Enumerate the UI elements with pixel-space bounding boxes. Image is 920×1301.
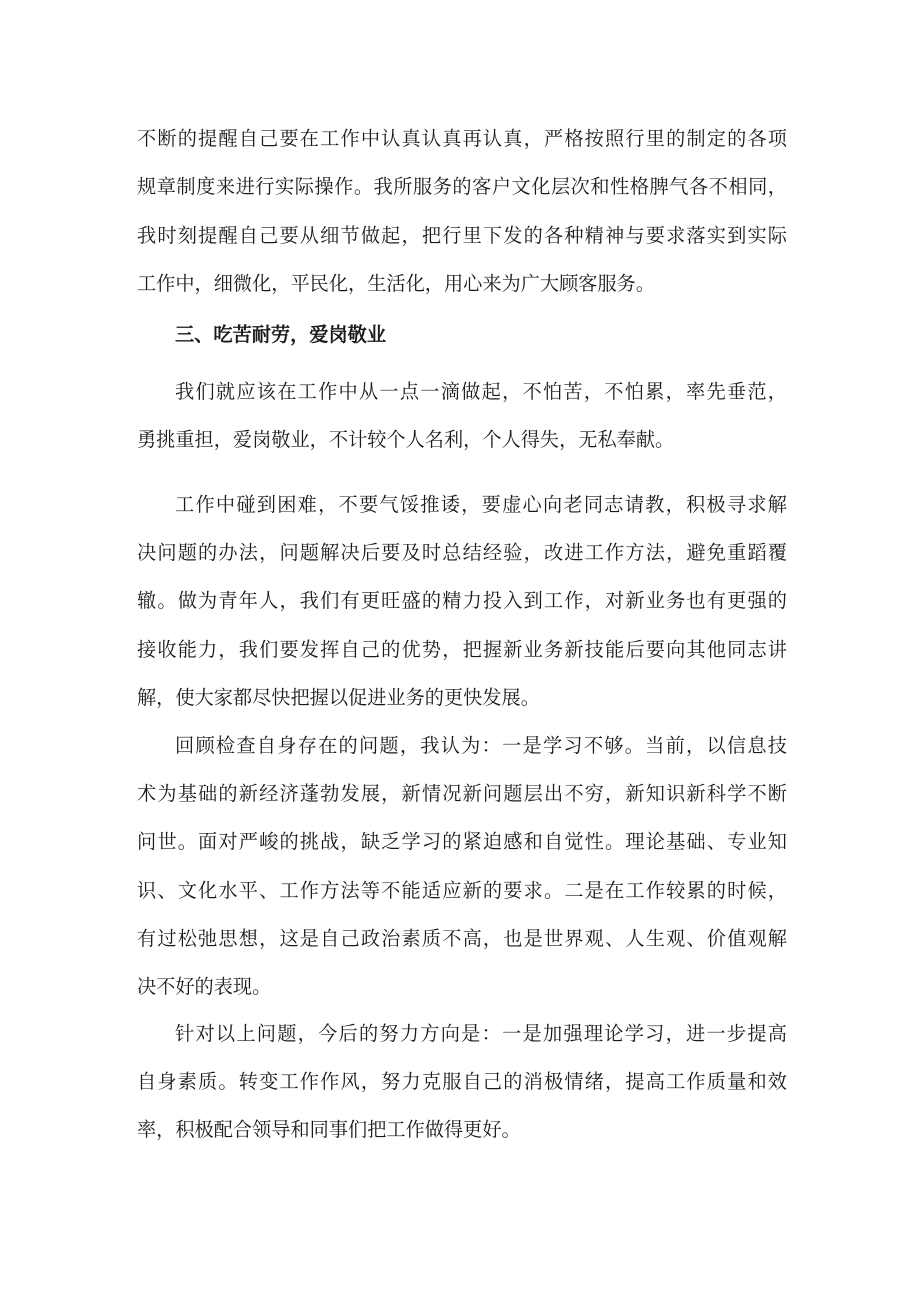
text-line: 决不好的表现。 bbox=[137, 975, 272, 999]
text-line: 识、文化水平、工作方法等不能适应新的要求。二是在工作较累的时候， bbox=[137, 878, 787, 902]
text-line: 有过松弛思想，这是自己政治素质不高，也是世界观、人生观、价值观解 bbox=[137, 926, 787, 950]
text-line: 不断的提醒自己要在工作中认真认真再认真，严格按照行里的制定的各项 bbox=[137, 127, 787, 150]
text-line: 针对以上问题，今后的努力方向是：一是加强理论学习，进一步提高 bbox=[175, 1022, 787, 1045]
paragraph-4-cont bbox=[137, 782, 787, 999]
section-heading: 三、吃苦耐劳，爱岗敬业 bbox=[175, 323, 387, 346]
paragraph-5-cont bbox=[137, 1070, 787, 1142]
text-line: 率，积极配合领导和同事们把工作做得更好。 bbox=[137, 1118, 521, 1142]
paragraph-5 bbox=[137, 1022, 787, 1046]
text-line: 勇挑重担，爱岗敬业，不计较个人名利，个人得失，无私奉献。 bbox=[137, 428, 675, 451]
text-line: 决问题的办法，问题解决后要及时总结经验，改进工作方法，避免重蹈覆 bbox=[137, 541, 787, 564]
text-line: 我们就应该在工作中从一点一滴做起，不怕苦，不怕累，率先垂范， bbox=[175, 380, 787, 403]
paragraph-2 bbox=[137, 380, 787, 404]
paragraph-3-cont bbox=[137, 541, 787, 710]
text-line: 术为基础的新经济蓬勃发展，新情况新问题层出不穷，新知识新科学不断 bbox=[137, 782, 787, 805]
paragraph-4 bbox=[137, 734, 787, 758]
text-line: 辙。做为青年人，我们有更旺盛的精力投入到工作，对新业务也有更强的 bbox=[137, 589, 787, 613]
text-line: 接收能力，我们要发挥自己的优势，把握新业务新技能后要向其他同志讲 bbox=[137, 637, 787, 661]
paragraph-3 bbox=[137, 493, 787, 517]
paragraph-1 bbox=[137, 127, 787, 296]
text-line: 自身素质。转变工作作风，努力克服自己的消极情绪，提高工作质量和效 bbox=[137, 1070, 787, 1093]
text-line: 规章制度来进行实际操作。我所服务的客户文化层次和性格脾气各不相同， bbox=[137, 175, 787, 199]
text-line: 工作中碰到困难，不要气馁推诿，要虚心向老同志请教，积极寻求解 bbox=[175, 493, 787, 516]
text-line: 我时刻提醒自己要从细节做起，把行里下发的各种精神与要求落实到实际 bbox=[137, 223, 787, 247]
text-line: 问世。面对严峻的挑战，缺乏学习的紧迫感和自觉性。理论基础、专业知 bbox=[137, 830, 787, 854]
paragraph-2-cont bbox=[137, 428, 787, 452]
text-line: 解，使大家都尽快把握以促进业务的更快发展。 bbox=[137, 685, 540, 709]
text-line: 工作中，细微化，平民化，生活化，用心来为广大顾客服务。 bbox=[137, 271, 656, 295]
text-line: 回顾检查自身存在的问题，我认为：一是学习不够。当前，以信息技 bbox=[175, 734, 787, 757]
